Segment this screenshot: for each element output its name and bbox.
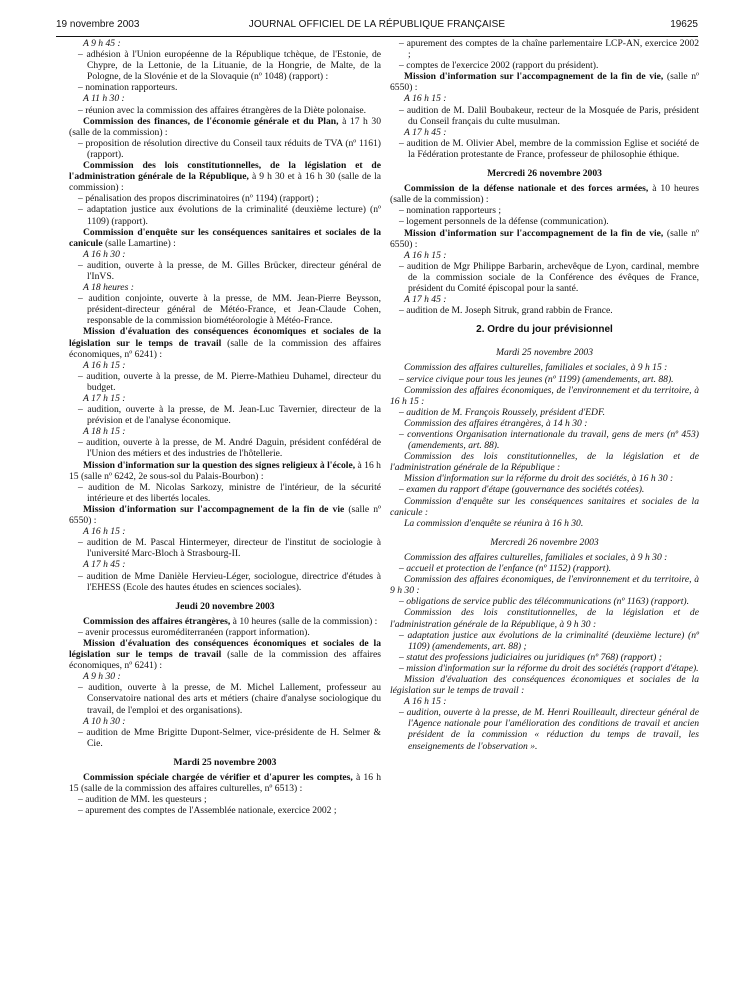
- meeting-details: (salle nº 6550) :: [390, 71, 699, 94]
- entry-heading: [69, 227, 381, 249]
- body-name: Mission d'évaluation des conséquences économiques et sociales de la législation sur le temps de travail: [69, 637, 381, 661]
- agenda-item: – mission d'information sur la réforme du droit des sociétés (rapport d'étape).: [399, 662, 699, 674]
- agenda-item: – audition de M. Joseph Sitruk, grand rabbin de France.: [399, 305, 613, 317]
- entry-heading: [390, 183, 699, 205]
- meeting-details: à 16 h 15 (salle nº 6242, 2e sous-sol du Palais-Bourbon) :: [69, 459, 381, 482]
- meeting-details: (salle nº 6550) :: [390, 227, 699, 250]
- agenda-item: – audition de Mme Brigitte Dupont-Selmer, vice-présidente de H. Selmer & Cie.: [78, 726, 381, 749]
- agenda-item: – adaptation justice aux évolutions de la criminalité (deuxième lecture) (nº 1109) (amendements, art. 88) ;: [399, 629, 699, 652]
- entry-heading: Commission d'enquête sur les conséquences sanitaires et sociales de la canicule :: [390, 495, 699, 518]
- agenda-item: – audition de M. Olivier Abel, membre de la commission Eglise et société de la Fédération protestante de France, professeur de philosophie éthique.: [399, 137, 699, 160]
- meeting-details: (salle de la commission des affaires économiques, nº 6241) :: [69, 337, 381, 360]
- meeting-details: à 10 heures (salle de la commission) :: [390, 183, 700, 206]
- entry-heading: [69, 616, 381, 627]
- body-name: Mission d'information sur l'accompagnement de la fin de vie: [83, 503, 345, 515]
- header-date: 19 novembre 2003: [56, 19, 140, 30]
- entry-heading: Mission d'évaluation des conséquences économiques et sociales de la législation sur le temps de travail :: [390, 673, 699, 697]
- entry-heading: [69, 772, 381, 794]
- time-label: A 18 heures :: [83, 282, 134, 294]
- section-heading: 2. Ordre du jour prévisionnel: [476, 324, 613, 336]
- agenda-item: – audition de M. François Roussely, président d'EDF.: [399, 406, 605, 418]
- right-column: [390, 38, 699, 752]
- agenda-item: – audition de M. Dalil Boubakeur, recteur de la Mosquée de Paris, président du Conseil français du culte musulman.: [399, 104, 699, 127]
- time-label: A 16 h 15 :: [404, 93, 447, 105]
- body-name: Mission d'évaluation des conséquences économiques et sociales de la législation sur le temps de travail: [69, 326, 381, 349]
- spacer: [390, 529, 699, 537]
- time-label: A 17 h 15 :: [83, 393, 126, 404]
- entry-heading: Mission d'information sur la réforme du droit des sociétés, à 16 h 30 :: [404, 473, 674, 485]
- entry-heading: [69, 116, 381, 138]
- time-label: A 16 h 30 :: [83, 248, 126, 260]
- agenda-item: – nomination rapporteurs ;: [399, 205, 502, 217]
- entry-heading: Commission des lois constitutionnelles, de la législation et de l'administration générale de la République, à 9 h 30 :: [390, 607, 699, 630]
- time-label: A 9 h 45 :: [83, 38, 121, 49]
- entry-heading: [69, 460, 381, 482]
- entry-heading: Commission des affaires économiques, de l'environnement et du territoire, à 16 h 15 :: [390, 384, 699, 407]
- entry-heading: Commission des affaires culturelles, familiales et sociales, à 9 h 15 :: [404, 362, 668, 374]
- spacer: [390, 160, 699, 168]
- agenda-item: – audition, ouverte à la presse, de M. Pierre-Mathieu Duhamel, directeur du budget.: [78, 370, 381, 393]
- entry-heading: [390, 71, 699, 93]
- time-label: A 17 h 45 :: [404, 126, 447, 138]
- time-label: A 9 h 30 :: [83, 671, 121, 683]
- time-label: A 16 h 15 :: [83, 359, 126, 371]
- time-label: A 18 h 15 :: [83, 426, 126, 438]
- body-name: Commission de la défense nationale et des forces armées,: [404, 183, 649, 195]
- agenda-item: – apurement des comptes de la chaîne parlementaire LCP-AN, exercice 2002 ;: [399, 38, 699, 61]
- agenda-item: – audition de MM. les questeurs ;: [78, 794, 207, 806]
- agenda-item: – service civique pour tous les jeunes (nº 1199) (amendements, art. 88).: [399, 373, 674, 385]
- date-heading: Mercredi 26 novembre 2003: [487, 168, 602, 180]
- agenda-item: – audition de M. Nicolas Sarkozy, ministre de l'intérieur, de la sécurité intérieure et des libertés locales.: [78, 481, 381, 504]
- date-heading: Jeudi 20 novembre 2003: [175, 600, 275, 612]
- date-heading: Mardi 25 novembre 2003: [173, 756, 277, 768]
- agenda-item: – adaptation justice aux évolutions de la criminalité (deuxième lecture) (nº 1109) (rapport).: [78, 204, 381, 227]
- meeting-details: à 10 heures (salle de la commission) :: [230, 615, 378, 627]
- entry-heading: [69, 326, 381, 359]
- agenda-item: – examen du rapport d'étape (gouvernance des sociétés cotées).: [399, 484, 645, 496]
- agenda-item: – nomination rapporteurs.: [78, 82, 178, 94]
- time-label: A 16 h 15 :: [83, 526, 126, 538]
- body-name: Commission d'enquête sur les conséquences sanitaires et sociales de la canicule: [69, 226, 381, 249]
- agenda-item: – avenir processus euroméditerranéen (rapport information).: [78, 626, 310, 638]
- body-name: Mission d'information sur la question des signes religieux à l'école,: [83, 459, 356, 471]
- meeting-details: (salle nº 6550) :: [69, 503, 381, 527]
- agenda-item: – comptes de l'exercice 2002 (rapport du président).: [399, 60, 599, 72]
- agenda-item: – audition, ouverte à la presse, de M. Gilles Brücker, directeur général de l'InVS.: [78, 259, 381, 282]
- agenda-item: – audition conjointe, ouverte à la presse, de MM. Jean-Pierre Beysson, président-directeur général de Météo-France, et Jean-Claude Cohen, responsable de la commission biométéorologie à Météo-France.: [78, 293, 381, 327]
- agenda-item: – apurement des comptes de l'Assemblée nationale, exercice 2002 ;: [78, 805, 337, 817]
- entry-heading: Commission des affaires étrangères, à 14 h 30 :: [404, 417, 588, 429]
- body-name: Commission des lois constitutionnelles, de la législation et de l'administration générale de la République,: [69, 160, 381, 183]
- time-label: A 17 h 45 :: [404, 294, 447, 306]
- time-label: La commission d'enquête se réunira à 16 h 30.: [404, 517, 584, 529]
- entry-heading: Commission des lois constitutionnelles, de la législation et de l'administration générale de la République :: [390, 451, 699, 474]
- header-rule: [56, 36, 698, 37]
- agenda-item: – audition, ouverte à la presse, de M. Michel Lallement, professeur au Conservatoire national des arts et métiers (chaire d'analyse sociologique du travail, de l'emploi et des organisations).: [78, 682, 381, 716]
- meeting-details: à 9 h 30 et à 16 h 30 (salle de la commission) :: [69, 171, 381, 194]
- body-name: Commission des finances, de l'économie générale et du Plan,: [83, 115, 339, 127]
- body-name: Commission des affaires étrangères,: [83, 615, 231, 627]
- agenda-item: – accueil et protection de l'enfance (nº 1152) (rapport).: [399, 563, 612, 575]
- entry-heading: Commission des affaires économiques, de l'environnement et du territoire, à 9 h 30 :: [390, 574, 699, 597]
- page-header: [56, 19, 698, 33]
- agenda-item: – audition de Mme Danièle Hervieu-Léger, sociologue, directrice d'études à l'EHESS (Ecole des hautes études en sciences sociales).: [78, 570, 381, 593]
- agenda-item: – audition de M. Pascal Hintermeyer, directeur de l'institut de sociologie à l'université Marc-Bloch à Strasbourg-II.: [78, 537, 381, 560]
- entry-heading: [69, 160, 381, 193]
- header-title: JOURNAL OFFICIEL DE LA RÉPUBLIQUE FRANÇAISE: [248, 19, 506, 30]
- meeting-details: à 17 h 30 (salle de la commission) :: [69, 115, 381, 138]
- time-label: A 11 h 30 :: [83, 93, 125, 105]
- time-label: A 10 h 30 :: [83, 715, 126, 727]
- meeting-details: (salle Lamartine) :: [102, 237, 176, 249]
- left-column: [69, 38, 381, 816]
- spacer: [390, 316, 699, 324]
- agenda-item: – statut des professions judiciaires ou juridiques (nº 768) (rapport) ;: [399, 651, 662, 663]
- body-name: Mission d'information sur l'accompagnement de la fin de vie,: [404, 71, 664, 83]
- time-label: A 17 h 45 :: [83, 559, 126, 571]
- time-label: A 16 h 15 :: [404, 696, 447, 708]
- agenda-item: – logement personnels de la défense (communication).: [399, 216, 609, 228]
- meeting-details: à 16 h 15 (salle de la commission des affaires culturelles, nº 6513) :: [69, 772, 381, 795]
- agenda-item: – obligations de service public des télécommunications (nº 1163) (rapport).: [399, 596, 690, 608]
- spacer: [390, 339, 699, 347]
- entry-heading: [69, 504, 381, 526]
- agenda-item: – conventions Organisation internationale du travail, gens de mers (nº 453) (amendements, art. 88).: [399, 429, 699, 452]
- agenda-item: – pénalisation des propos discriminatoires (nº 1194) (rapport) ;: [78, 193, 319, 205]
- time-label: A 16 h 15 :: [404, 249, 447, 261]
- meeting-details: (salle de la commission des affaires économiques, nº 6241) :: [69, 649, 381, 672]
- agenda-item: – audition, ouverte à la presse, de M. Jean-Luc Tavernier, directeur de la prévision et de l'analyse économique.: [78, 404, 381, 427]
- agenda-item: – réunion avec la commission des affaires étrangères de la Diète polonaise.: [78, 104, 367, 116]
- entry-heading: Commission des affaires culturelles, familiales et sociales, à 9 h 30 :: [404, 551, 668, 563]
- spacer: [69, 749, 381, 757]
- body-name: Mission d'information sur l'accompagnement de la fin de vie,: [404, 227, 664, 239]
- agenda-item: – audition de Mgr Philippe Barbarin, archevêque de Lyon, cardinal, membre de la commission sociale de la Conférence des évêques de France, président du Comité épiscopal pour la santé.: [399, 260, 699, 294]
- agenda-item: – audition, ouverte à la presse, de M. André Daguin, président confédéral de l'Union des métiers et des industries de l'hôtellerie.: [78, 437, 381, 460]
- agenda-item: – audition, ouverte à la presse, de M. Henri Rouilleault, directeur général de l'Agence nationale pour l'amélioration des conditions de travail et ancien président de la commission « réduction du temps de travail, les enseignements de l'observation ».: [399, 707, 699, 752]
- date-heading: Mercredi 26 novembre 2003: [490, 536, 599, 548]
- entry-heading: [390, 228, 699, 250]
- spacer: [69, 593, 381, 601]
- agenda-item: – adhésion à l'Union européenne de la République tchèque, de l'Estonie, de Chypre, de la Lettonie, de la Lituanie, de la Hongrie, de Malte, de la Pologne, de la Slovénie et de la Slovaquie (nº 1048) (rapport) :: [78, 49, 381, 83]
- entry-heading: [69, 638, 381, 671]
- agenda-item: – proposition de résolution directive du Conseil taux réduits de TVA (nº 1161) (rapport).: [78, 137, 381, 160]
- body-name: Commission spéciale chargée de vérifier et d'apurer les comptes,: [83, 772, 353, 783]
- header-page-number: 19625: [670, 19, 698, 30]
- date-heading: Mardi 25 novembre 2003: [495, 347, 594, 359]
